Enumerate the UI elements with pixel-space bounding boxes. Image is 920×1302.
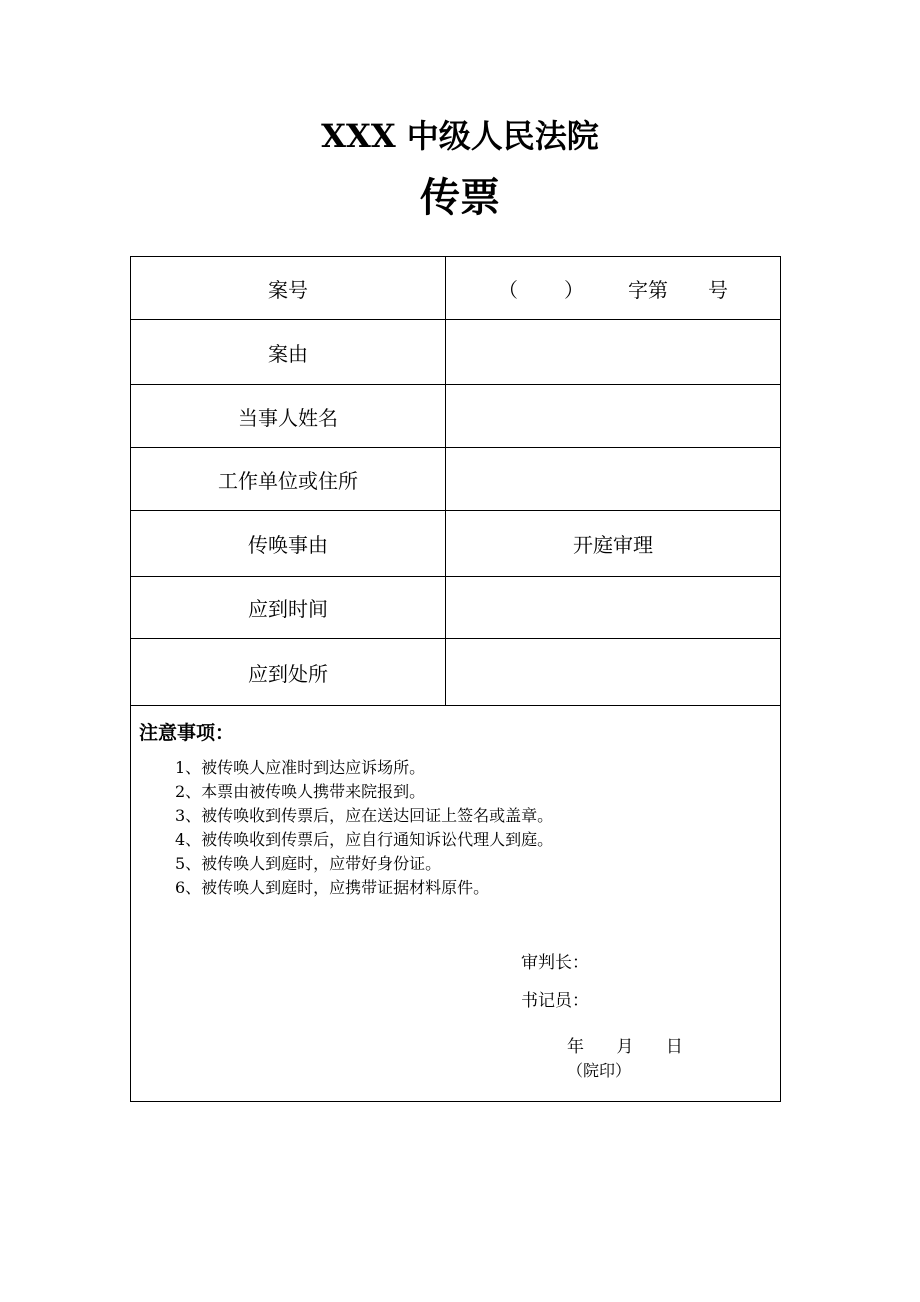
court-seal-label: （院印） [567, 1061, 632, 1080]
date-month: 月 [616, 1037, 634, 1057]
form-row-value [446, 448, 781, 511]
case-number-value [446, 257, 781, 320]
form-row-value [446, 639, 781, 706]
case-number-zi-di: 字第 [628, 277, 668, 302]
case-number-spacer [584, 274, 628, 303]
form-row-workplace-address [131, 448, 781, 511]
notes-cell [131, 706, 781, 1102]
form-row-appearance-time [131, 577, 781, 639]
form-row-appearance-place [131, 639, 781, 706]
notes-row [131, 706, 781, 1102]
form-row-party-name [131, 385, 781, 448]
form-row-value [446, 577, 781, 639]
form-row-value: 开庭审理 [446, 511, 781, 577]
note-item: 3、被传唤收到传票后，应在送达回证上签名或盖章。 [175, 806, 554, 825]
court-name: XXX 中级人民法院 [321, 117, 599, 155]
notes-heading: 注意事项： [139, 722, 235, 744]
case-number-no-blank [668, 274, 708, 303]
date-line [567, 1032, 683, 1057]
date-year: 年 [567, 1037, 584, 1057]
note-item: 5、被传唤人到庭时，应带好身份证。 [175, 854, 442, 873]
date-day: 日 [665, 1037, 683, 1057]
form-row-value [446, 385, 781, 448]
form-row-label: 案由 [131, 320, 446, 385]
note-item: 6、被传唤人到庭时，应携带证据材料原件。 [175, 878, 490, 897]
form-row-label: 工作单位或住所 [131, 448, 446, 511]
notes-list [175, 756, 553, 900]
form-row-label: 应到时间 [131, 577, 446, 639]
case-number-paren-open: （ [498, 277, 518, 302]
summons-form-table [130, 256, 781, 1102]
note-item: 4、被传唤收到传票后，应自行通知诉讼代理人到庭。 [175, 830, 554, 849]
case-number-row [131, 257, 781, 320]
form-row-summons-reason [131, 511, 781, 577]
form-row-label: 传唤事由 [131, 511, 446, 577]
document-title: 传票 [420, 174, 500, 221]
form-row-value [446, 320, 781, 385]
form-row-case-cause [131, 320, 781, 385]
form-row-label: 应到处所 [131, 639, 446, 706]
note-item: 2、本票由被传唤人携带来院报到。 [175, 782, 426, 801]
case-number-hao: 号 [708, 277, 728, 302]
case-number-paren-close: ） [564, 277, 584, 302]
note-item: 1、被传唤人应准时到达应诉场所。 [175, 758, 426, 777]
case-number-year-blank [518, 274, 564, 303]
presiding-judge-label: 审判长： [521, 953, 589, 973]
form-row-label: 当事人姓名 [131, 385, 446, 448]
case-number-label: 案号 [131, 257, 446, 320]
clerk-label: 书记员： [521, 991, 589, 1011]
